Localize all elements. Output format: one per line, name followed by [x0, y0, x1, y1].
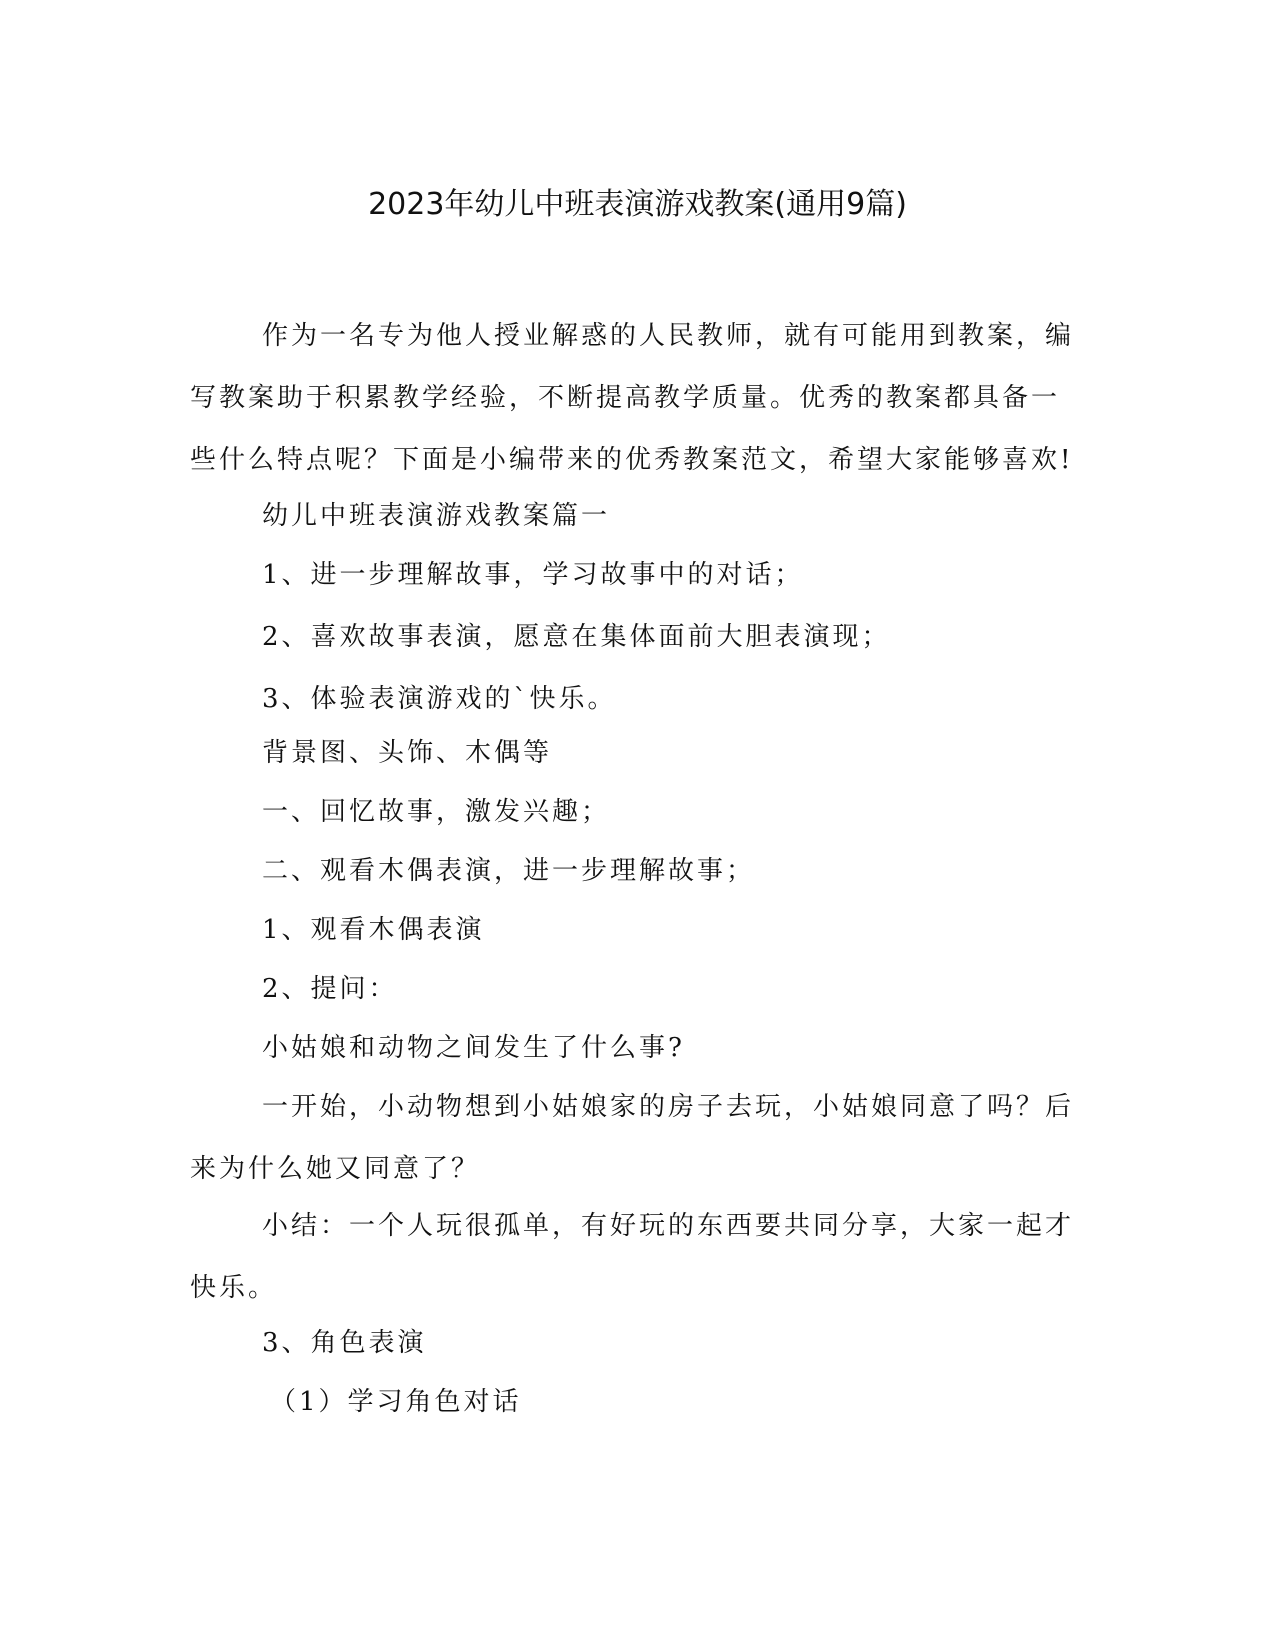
materials-line — [190, 722, 1090, 784]
goal-item: 2、喜欢故事表演，愿意在集体面前大胆表演现； — [262, 622, 891, 652]
intro-line: 写教案助于积累教学经验，不断提高教学质量。优秀的教案都具备一 — [190, 383, 1061, 413]
goals-list — [190, 544, 1090, 730]
intro-line: 作为一名专为他人授业解惑的人民教师，就有可能用到教案，编 — [262, 321, 1075, 351]
step-two — [190, 840, 1090, 902]
step-three-text: 3、角色表演 — [262, 1328, 427, 1358]
summary-line: 快乐。 — [190, 1273, 278, 1303]
intro-paragraph — [190, 305, 1090, 491]
section-heading-text: 幼儿中班表演游戏教案篇一 — [262, 501, 611, 531]
step-three-sub-one-text: （1）学习角色对话 — [270, 1387, 522, 1417]
step-one-text: 一、回忆故事，激发兴趣； — [262, 797, 611, 827]
question-two-line: 来为什么她又同意了？ — [190, 1154, 481, 1184]
goal-item: 1、进一步理解故事，学习故事中的对话； — [262, 560, 804, 590]
step-two-sub-one-text: 1、观看木偶表演 — [262, 915, 485, 945]
step-three — [190, 1312, 1090, 1374]
step-two-sub-two — [190, 958, 1090, 1020]
materials-text: 背景图、头饰、木偶等 — [262, 738, 553, 768]
step-two-sub-two-text: 2、提问： — [262, 974, 398, 1004]
document-title: 2023年幼儿中班表演游戏教案(通用9篇) — [368, 187, 907, 222]
step-one — [190, 781, 1090, 843]
intro-line: 些什么特点呢？下面是小编带来的优秀教案范文，希望大家能够喜欢! — [190, 445, 1074, 475]
section-heading — [190, 485, 1090, 547]
question-one — [190, 1017, 1090, 1079]
step-two-sub-one — [190, 899, 1090, 961]
question-two-line: 一开始，小动物想到小姑娘家的房子去玩，小姑娘同意了吗？后 — [262, 1092, 1075, 1122]
question-two — [190, 1076, 1090, 1200]
step-three-sub-one — [190, 1371, 1090, 1433]
step-two-text: 二、观看木偶表演，进一步理解故事； — [262, 856, 756, 886]
question-one-text: 小姑娘和动物之间发生了什么事? — [262, 1033, 685, 1063]
summary-line: 小结：一个人玩很孤单，有好玩的东西要共同分享，大家一起才 — [262, 1211, 1075, 1241]
goal-item: 3、体验表演游戏的`快乐。 — [262, 684, 617, 714]
summary-paragraph — [190, 1195, 1090, 1319]
